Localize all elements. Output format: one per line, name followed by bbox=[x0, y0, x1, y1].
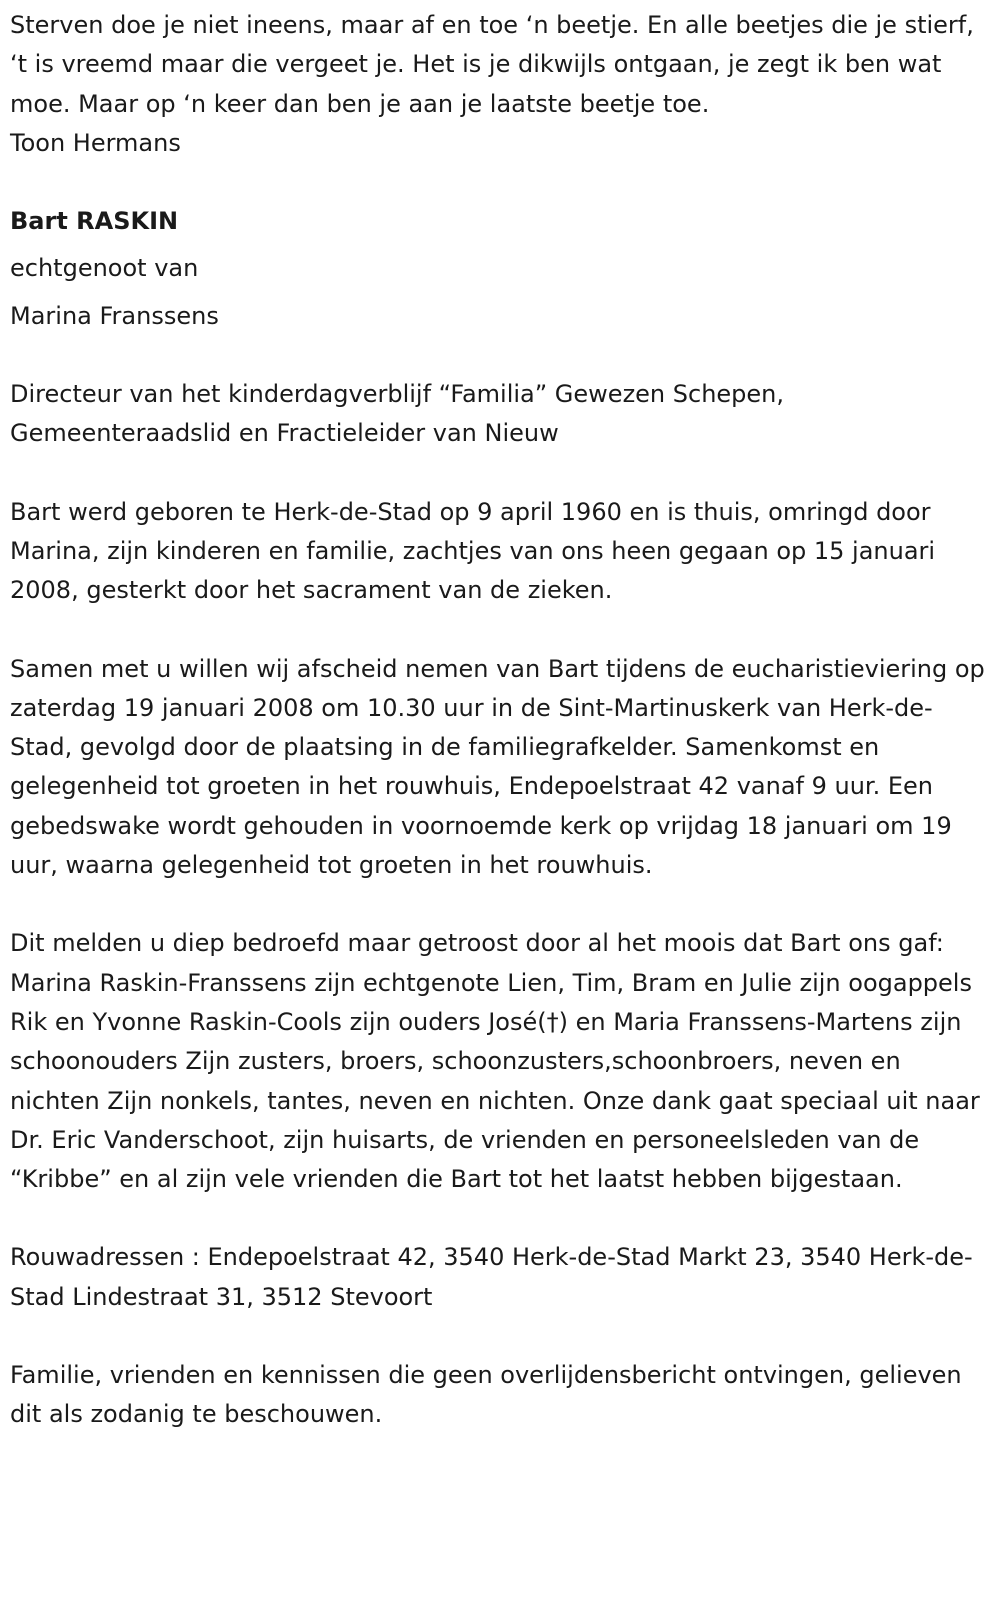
poem-author: Toon Hermans bbox=[10, 128, 181, 157]
family-paragraph: Dit melden u diep bedroefd maar getroost door al het moois dat Bart ons gaf: Marina Raskin-Franssens zijn echtgenote Lien, Tim, Bram en Julie zijn oogappels Rik en Yvonne Raskin-Cools zijn ouders José(†) en Maria Franssens-Martens zijn schoonouders Zijn zusters, broers, schoonzusters,schoonbroers, neven en nichten Zijn nonkels, tantes, neven en nichten. Onze dank gaat speciaal uit naar Dr. Eric Vanderschoot, zijn huisarts, de vrienden en personeelsleden van de “Kribbe” en al zijn vele vrienden die Bart tot het laatst hebben bijgestaan. bbox=[10, 929, 980, 1194]
poem-text: Sterven doe je niet ineens, maar af en toe ‘n beetje. En alle beetjes die je stierf, ‘t is vreemd maar die vergeet je. Het is je dikwijls ontgaan, je zegt ik ben wat moe. Maar op ‘n keer dan ben je aan je laatste beetje toe. bbox=[10, 11, 974, 118]
closing-paragraph: Familie, vrienden en kennissen die geen overlijdensbericht ontvingen, gelieven dit als zodanig te beschouwen. bbox=[10, 1361, 962, 1429]
birth-death-paragraph: Bart werd geboren te Herk-de-Stad op 9 april 1960 en is thuis, omringd door Marina, zijn kinderen en familie, zachtjes van ons heen gegaan op 15 januari 2008, gesterkt door het sacrament van de zieken. bbox=[10, 497, 936, 605]
deceased-relation: echtgenoot van bbox=[10, 254, 199, 283]
addresses-paragraph: Rouwadressen : Endepoelstraat 42, 3540 Herk-de-Stad Markt 23, 3540 Herk-de-Stad Lindestraat 31, 3512 Stevoort bbox=[10, 1243, 973, 1311]
function-paragraph: Directeur van het kinderdagverblijf “Familia” Gewezen Schepen, Gemeenteraadslid en Fractieleider van Nieuw bbox=[10, 380, 785, 448]
deceased-name: Bart RASKIN bbox=[10, 207, 179, 236]
ceremony-paragraph: Samen met u willen wij afscheid nemen van Bart tijdens de eucharistieviering op zaterdag 19 januari 2008 om 10.30 uur in de Sint-Martinuskerk van Herk-de-Stad, gevolgd door de plaatsing in de familiegrafkelder. Samenkomst en gelegenheid tot groeten in het rouwhuis, Endepoelstraat 42 vanaf 9 uur. Een gebedswake wordt gehouden in voornoemde kerk op vrijdag 18 januari om 19 uur, waarna gelegenheid tot groeten in het rouwhuis. bbox=[10, 654, 985, 880]
deceased-spouse: Marina Franssens bbox=[10, 301, 219, 330]
